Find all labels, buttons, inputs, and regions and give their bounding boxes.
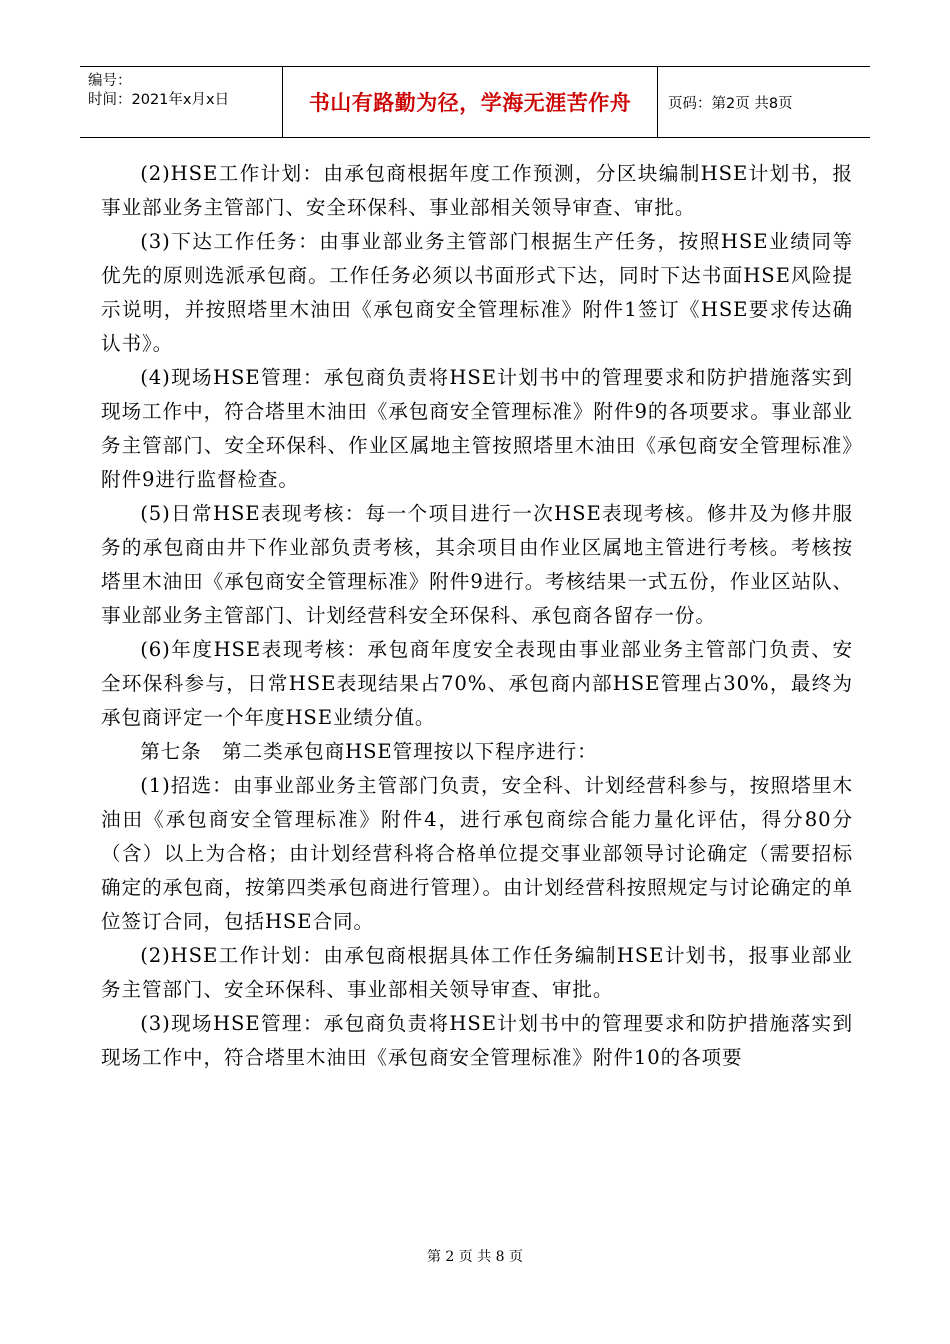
paragraph: (2)HSE工作计划：由承包商根据年度工作预测，分区块编制HSE计划书，报事业部业务主管部门、安全环保科、事业部相关领导审查、审批。 xyxy=(101,162,853,219)
paragraph: (1)招选：由事业部业务主管部门负责，安全科、计划经营科参与，按照塔里木油田《承包商安全管理标准》附件4，进行承包商综合能力量化评估，得分80分（含）以上为合格；由计划经营科将合格单位提交事业部领导讨论确定（需要招标确定的承包商，按第四类承包商进行管理）。由计划经营科按照规定与讨论确定的单位签订合同，包括HSE合同。 xyxy=(101,774,853,933)
header-meta xyxy=(80,67,283,137)
paragraph: (5)日常HSE表现考核：每一个项目进行一次HSE表现考核。修井及为修井服务的承包商由井下作业部负责考核，其余项目由作业区属地主管进行考核。考核按塔里木油田《承包商安全管理标准》附件9进行。考核结果一式五份，作业区站队、事业部业务主管部门、计划经营科安全环保科、承包商各留存一份。 xyxy=(101,502,853,627)
paragraph: (6)年度HSE表现考核：承包商年度安全表现由事业部业务主管部门负责、安全环保科参与，日常HSE表现结果占70%、承包商内部HSE管理占30%，最终为承包商评定一个年度HSE业绩分值。 xyxy=(101,638,853,729)
document-time-label: 时间：2021年x月x日 xyxy=(88,92,230,108)
paragraph: (2)HSE工作计划：由承包商根据具体工作任务编制HSE计划书，报事业部业务主管部门、安全环保科、事业部相关领导审查、审批。 xyxy=(101,944,853,1001)
document-code-label: 编号： xyxy=(88,73,132,89)
paragraph: (3)现场HSE管理：承包商负责将HSE计划书中的管理要求和防护措施落实到现场工作中，符合塔里木油田《承包商安全管理标准》附件10的各项要 xyxy=(101,1012,853,1069)
page-header xyxy=(80,66,870,138)
header-page-number: 页码：第2页 共8页 xyxy=(668,95,793,112)
paragraph: (3)下达工作任务：由事业部业务主管部门根据生产任务，按照HSE业绩同等优先的原则选派承包商。工作任务必须以书面形式下达，同时下达书面HSE风险提示说明，并按照塔里木油田《承包商安全管理标准》附件1签订《HSE要求传达确认书》。 xyxy=(101,230,853,355)
page-footer: 第 2 页 共 8 页 xyxy=(426,1249,524,1265)
paragraph: (4)现场HSE管理：承包商负责将HSE计划书中的管理要求和防护措施落实到现场工作中，符合塔里木油田《承包商安全管理标准》附件9的各项要求。事业部业务主管部门、安全环保科、作业区属地主管按照塔里木油田《承包商安全管理标准》附件9进行监督检查。 xyxy=(101,366,853,491)
header-motto: 书山有路勤为径，学海无涯苦作舟 xyxy=(283,67,658,137)
article-heading: 第七条 第二类承包商HSE管理按以下程序进行： xyxy=(140,740,598,763)
document-body xyxy=(101,157,853,1075)
